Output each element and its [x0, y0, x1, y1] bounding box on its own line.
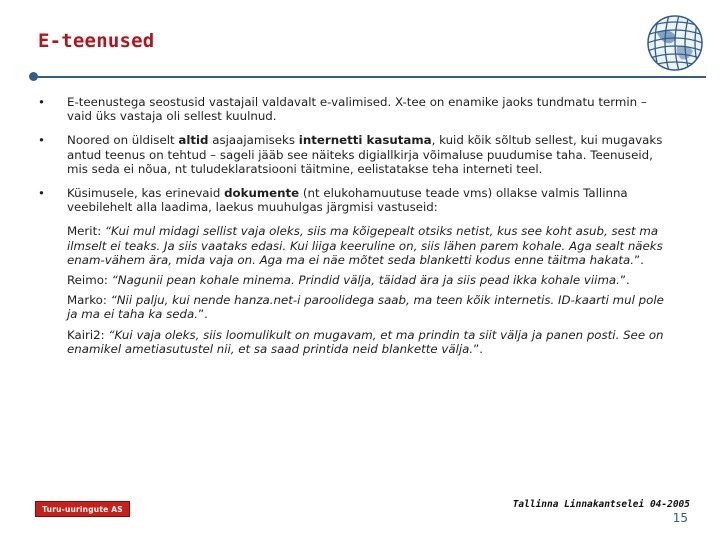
quote-item	[38, 328, 668, 356]
quote-speaker: Kairi2:	[67, 327, 109, 342]
bullet-item	[38, 186, 668, 214]
bullet-dot-icon: •	[38, 133, 45, 148]
bullet-emphasis: altid	[178, 133, 209, 148]
bullet-item	[38, 95, 668, 123]
bullet-item	[38, 133, 668, 176]
bullet-text: E-teenustega seostusid vastajail valdavalt e-valimised. X-tee on enamike jaoks tundmatu termin – vaid üks vastaja oli sellest kuulnud.	[67, 95, 647, 124]
bullet-emphasis: internetti kasutama	[298, 133, 432, 148]
company-logo	[35, 501, 130, 517]
bullet-text: Küsimusele, kas erinevaid	[67, 186, 225, 201]
footer-source: Tallinna Linnakantselei 04-2005	[512, 499, 690, 510]
bullet-emphasis: dokumente	[224, 186, 300, 201]
quote-text: “Nii palju, kui nende hanza.net-i paroolidega saab, ma teen kõik internetis. ID-kaarti mul pole ja ma ei taha ka seda.	[67, 293, 664, 322]
globe-logo-icon	[645, 13, 705, 73]
quote-end: ”.	[198, 307, 208, 322]
quote-speaker: Merit:	[67, 224, 105, 239]
quote-end: ”.	[634, 252, 644, 267]
title-rule	[34, 76, 706, 78]
quote-item	[38, 273, 668, 287]
quote-end: ”.	[473, 341, 484, 356]
slide-body	[38, 95, 668, 362]
quote-text: “Kui mul midagi sellist vaja oleks, siis ma kõigepealt otsiks netist, kus see koht asub, sest ma ilmselt ei teaks. Ja siis vaataks edasi. Kui liiga keeruline on, siis lähen parem kohale. Aga sealt näeks enam-vähem ära, mida vaja on. Aga ma ei näe mõtet seda blanketti kodus enne täitma hakata.	[67, 224, 663, 267]
quote-end: ”.	[619, 273, 630, 288]
slide-title: E-teenused	[38, 30, 155, 52]
page-number: 15	[672, 511, 688, 525]
company-logo-text: Turu-uuringute AS	[42, 504, 123, 514]
bullet-text: Noored on üldiselt	[67, 133, 179, 148]
quote-item	[38, 293, 668, 321]
bullet-dot-icon: •	[38, 186, 45, 201]
quote-item	[38, 224, 668, 267]
bullet-dot-icon: •	[38, 95, 45, 109]
quote-speaker: Marko:	[67, 293, 111, 308]
quote-text: “Kui vaja oleks, siis loomulikult on mugavam, et ma prindin ta siit välja ja panen posti. See on enamikel ametiasutustel nii, et sa saad printida neid blankette välja.	[67, 327, 664, 356]
quote-text: “Nagunii pean kohale minema. Prindid välja, täidad ära ja siis pead ikka kohale viima.	[111, 273, 620, 288]
bullet-text: (nt elukohamuutuse teade vms) ollakse valmis Tallinna veebilehelt alla laadima, laekus muuhulgas järgmisi vastuseid:	[67, 186, 628, 215]
bullet-text: , kuid kõik sõltub sellest, kui mugavaks antud teenus on tehtud – sageli jääb see näiteks digiallkirja võimaluse puudumise taha. Teenuseid, mis seda ei nõua, nt tuludeklaratsiooni täitmine, eelistatakse teha interneti teel.	[67, 133, 663, 176]
bullet-text: asjaajamiseks	[208, 133, 299, 148]
quote-speaker: Reimo:	[67, 273, 112, 288]
